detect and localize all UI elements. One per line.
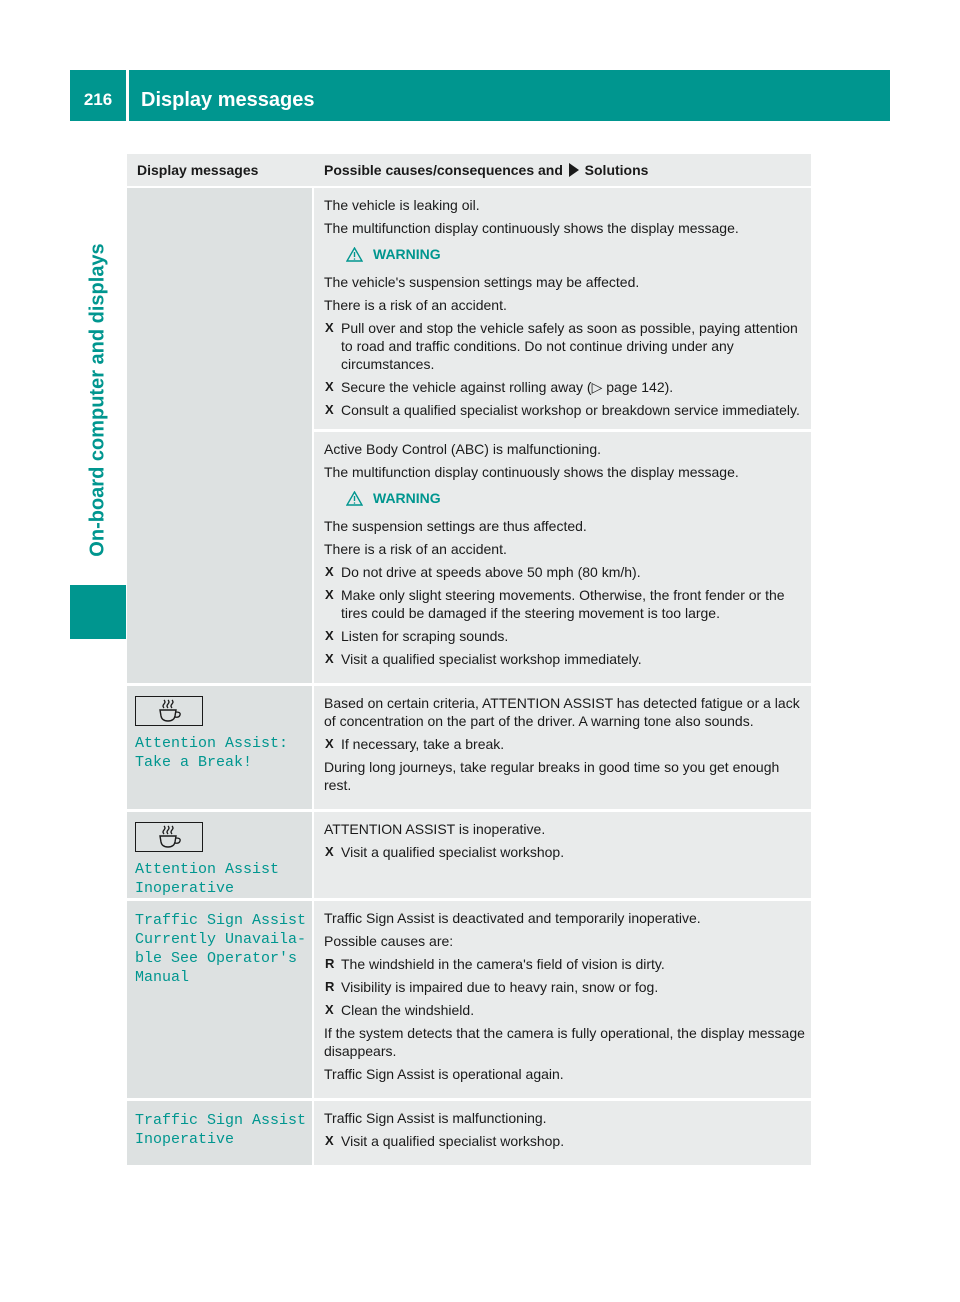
action-step [324,378,805,396]
row-divider [314,429,811,432]
action-marker: X [325,736,334,751]
cause-text: Traffic Sign Assist is operational again. [324,1066,564,1082]
warning-triangle-icon [346,247,363,262]
side-tab-marker [70,585,126,639]
cause-marker: R [325,979,335,994]
table-row [127,901,811,1098]
table-header [127,154,811,188]
cause-text: During long journeys, take regular breaks in good time so you get enough rest. [324,759,780,793]
action-marker: X [325,651,334,666]
action-step [324,843,805,861]
warning-heading [346,489,805,507]
table-row [127,812,811,898]
cause-item-text: Visibility is impaired due to heavy rain, snow or fog. [341,979,659,995]
display-message-cell [127,901,312,1098]
cause-marker: R [325,956,335,971]
play-triangle-icon [569,163,579,177]
cause-text: There is a risk of an accident. [324,541,507,557]
action-step [324,735,805,753]
action-text: Visit a qualified specialist workshop. [341,1133,565,1149]
solution-cell [314,1101,811,1165]
solution-cell [314,812,811,898]
warning-label: WARNING [373,490,441,506]
cause-item [324,978,805,996]
action-step [324,319,805,373]
action-marker: X [325,320,334,335]
display-message-text: Traffic Sign Assist Currently Unavaila- ble See Operator's Manual [135,912,307,986]
header-separator [126,70,129,121]
action-marker: X [325,587,334,602]
solution-cell [314,188,811,683]
action-text: Make only slight steering movements. Otherwise, the front fender or the tires could be damaged if the steering movement is too large. [341,587,785,621]
coffee-cup-icon [135,696,203,726]
display-message-cell [127,1101,312,1165]
action-step [324,1132,805,1150]
cause-text: Traffic Sign Assist is malfunctioning. [324,1110,547,1126]
display-message-cell [127,686,312,809]
cause-text: There is a risk of an accident. [324,297,507,313]
action-marker: X [325,1002,334,1017]
cause-text: Based on certain criteria, ATTENTION ASSIST has detected fatigue or a lack of concentration on the part of the driver. A warning tone also sounds. [324,695,800,729]
action-text: Visit a qualified specialist workshop. [341,844,565,860]
warning-heading [346,245,805,263]
action-step [324,586,805,622]
action-text: Secure the vehicle against rolling away (▷ page 142). [341,379,674,395]
cause-text: The vehicle's suspension settings may be affected. [324,274,640,290]
solution-cell [314,901,811,1098]
cause-item [324,955,805,973]
column-header-causes-solutions [314,154,811,186]
action-marker: X [325,402,334,417]
cause-text: The multifunction display continuously shows the display message. [324,220,739,236]
display-message-text: Attention Assist Inoperative [135,861,280,897]
page-title: Display messages [141,89,315,111]
action-step [324,627,805,645]
cause-text: ATTENTION ASSIST is inoperative. [324,821,546,837]
cause-text: The multifunction display continuously shows the display message. [324,464,739,480]
coffee-cup-icon [135,822,203,852]
solution-cell [314,686,811,809]
page-number: 216 [83,90,113,109]
action-marker: X [325,379,334,394]
action-marker: X [325,564,334,579]
table-row [127,686,811,809]
column-header-display-messages: Display messages [137,162,259,178]
action-step [324,650,805,668]
warning-triangle-icon [346,491,363,506]
action-text: Listen for scraping sounds. [341,628,509,644]
cause-text: Traffic Sign Assist is deactivated and temporarily inoperative. [324,910,701,926]
action-text: Visit a qualified specialist workshop immediately. [341,651,642,667]
action-text: Consult a qualified specialist workshop or breakdown service immediately. [341,402,800,418]
action-step [324,563,805,581]
cause-item-text: The windshield in the camera's field of vision is dirty. [341,956,665,972]
display-messages-table [127,154,811,1165]
warning-label: WARNING [373,246,441,262]
cause-text: Active Body Control (ABC) is malfunctioning. [324,441,601,457]
display-message-text: Traffic Sign Assist Inoperative [135,1112,307,1148]
action-marker: X [325,844,334,859]
section-side-label: On-board computer and displays [86,243,109,557]
cause-text: If the system detects that the camera is fully operational, the display message disappears. [324,1025,805,1059]
action-step [324,1001,805,1019]
cause-text: The vehicle is leaking oil. [324,197,480,213]
display-message-cell [127,812,312,898]
action-marker: X [325,1133,334,1148]
action-step [324,401,805,419]
action-marker: X [325,628,334,643]
display-message-cell [127,188,312,683]
action-text: Do not drive at speeds above 50 mph (80 km/h). [341,564,641,580]
cause-text: Possible causes are: [324,933,454,949]
column-header-solutions-text: Solutions [584,162,649,178]
table-row [127,188,811,683]
column-header-causes-text: Possible causes/consequences and [324,162,563,178]
display-message-text: Attention Assist: Take a Break! [135,735,289,771]
action-text: Clean the windshield. [341,1002,475,1018]
action-text: Pull over and stop the vehicle safely as soon as possible, paying attention to road and traffic conditions. Do not continue driving under any circumstances. [341,320,798,372]
page-header [70,70,890,121]
table-row [127,1101,811,1165]
cause-text: The suspension settings are thus affected. [324,518,587,534]
action-text: If necessary, take a break. [341,736,505,752]
